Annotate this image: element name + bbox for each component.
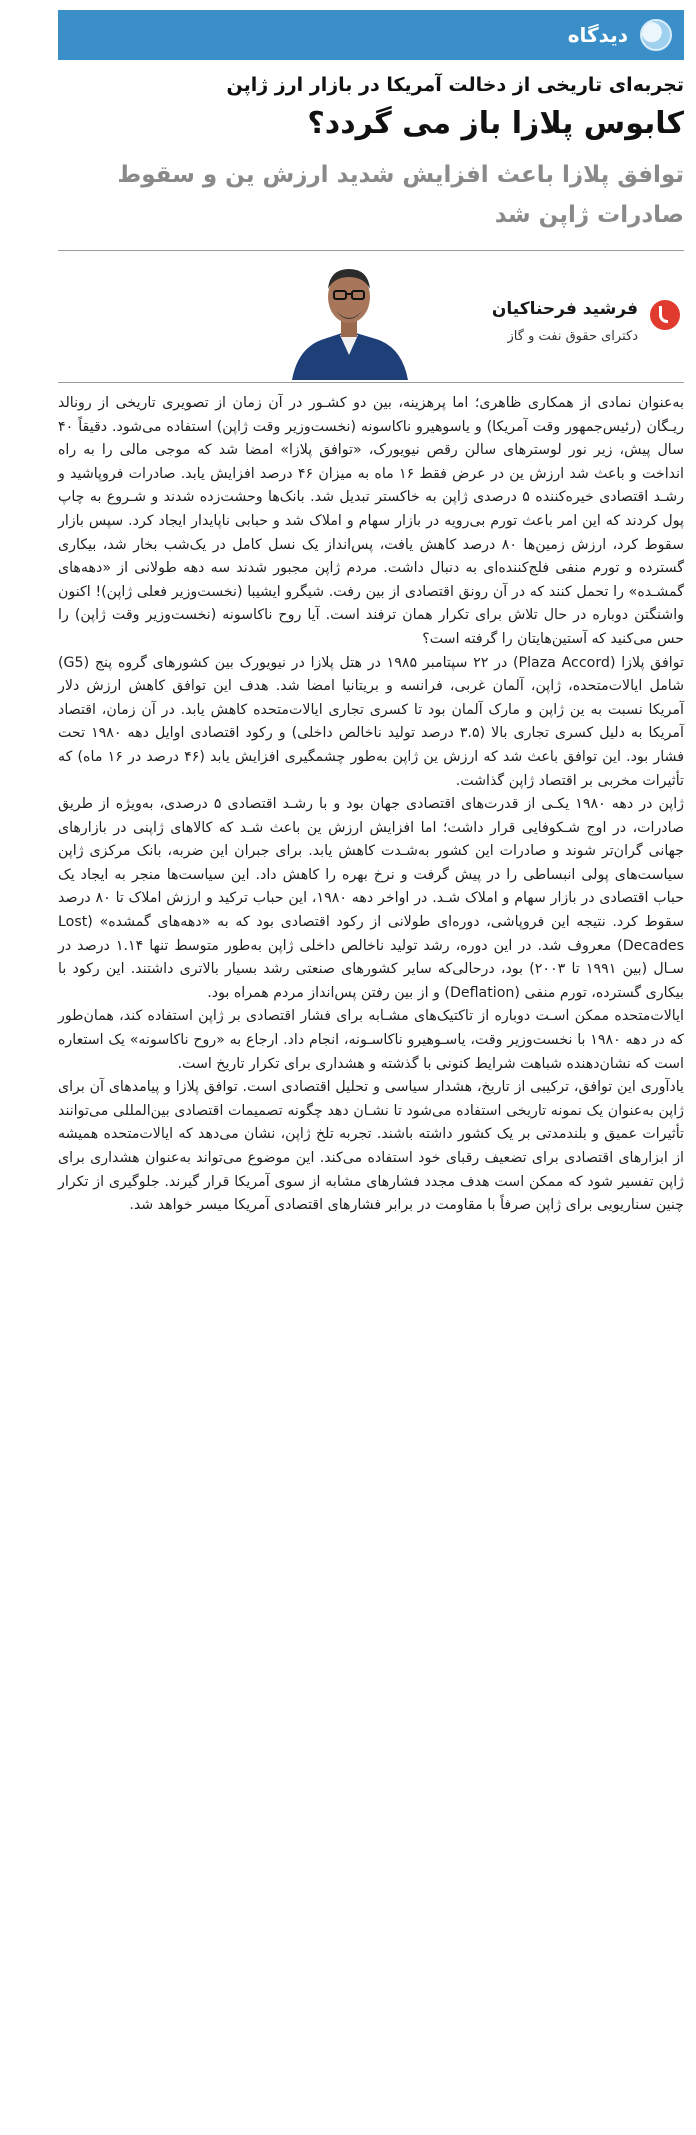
- author-role: دکترای حقوق نفت و گاز: [507, 329, 638, 344]
- article-title: کابوس پلازا باز می گردد؟: [307, 106, 684, 141]
- article-kicker: تجربه‌ای تاریخی از دخالت آمریکا در بازار ارز ژاپن: [226, 74, 684, 96]
- article-paragraph: ژاپن در دهه ۱۹۸۰ یکـی از قدرت‌های اقتصادی جهان بود و با رشـد اقتصادی ۵ درصدی، به‌ویژه از طریق صادرات، در اوج شـکوفایی قرار داشت؛ اما افزایش ارزش ین باعث شـد که کالاهای ژاپنی در بازارهای جهانی گران‌تر شوند و صادرات این کشور به‌شـدت کاهش یابد. برای جبران این ضربه، بانک مرکزی ژاپن سیاست‌های پولی انبساطی را در پیش گرفت و نرخ بهره را کاهش داد. این سیاست‌ها منجر به ایجاد یک حباب اقتصادی در بازار سهام و املاک شـد. در اواخر دهه ۱۹۸۰، این حباب ترکید و ارزش املاک تا ۸۰ درصد سقوط کرد. نتیجه این فروپاشی، دوره‌ای طولانی از رکود اقتصادی بود که به «دهه‌های گمشده» (Lost Decades) معروف شد. در این دوره، رشد تولید ناخالص داخلی ژاپن به‌طور متوسط تنها ۱.۱۴ درصد در سـال (بین ۱۹۹۱ تا ۲۰۰۳) بود، درحالی‌که سایر کشورهای صنعتی رشد بسیار بالاتری داشتند. این رکود با بیکاری گسترده، تورم منفی (Deflation) و از بین رفتن پس‌انداز مردم همراه بود.: [58, 796, 684, 1001]
- headline-block: [58, 70, 684, 236]
- article-paragraph: به‌عنوان نمادی از همکاری ظاهری؛ اما پرهزینه، بین دو کشـور در آن زمان از تصویری تاریخی از رونالد ریـگان (رئیس‌جمهور وقت آمریکا) و یاسوهیرو ناکاسونه (نخست‌وزیر وقت ژاپن) استفاده می‌شود. دقیقاً ۴۰ سال پیش، زیر نور لوسترهای سالن رقص نیویورک، «توافق پلازا» امضا شد که موجی مالی را به راه انداخت و باعث شد ارزش ین در عرض فقط ۱۶ ماه به میزان ۴۶ درصد افزایش یابد. صادرات فروپاشید و رشـد اقتصادی خیره‌کننده ۵ درصدی ژاپن به خاکستر تبدیل شد. بانک‌ها وحشت‌زده شدند و شـروع به چاپ پول کردند که این امر باعث تورم بی‌رویه در بازار سهام و املاک شد و حبابی ناپایدار ایجاد کرد. سپس بازار سقوط کرد، ارزش زمین‌ها ۸۰ درصد کاهش یافت، پس‌انداز یک نسل کامل در یک‌شب بخار شد، بیکاری گسترده و تورم منفی فلج‌کننده‌ای به دنبال داشت. مردم ژاپن مجبور شدند سه دهه طولانی از «دهه‌های گمشـده» را تحمل کنند که در آن رونق اقتصادی از بین رفت. شیگرو ایشیبا (نخست‌وزیر فعلی ژاپن)! اکنون واشنگتن دوباره در حال تلاش برای تکرار همان ترفند است. آیا روح ناکاسونه (نخست‌وزیر وقت ژاپن) را حس می‌کنید که آستین‌هایتان را گرفته است؟: [58, 395, 684, 647]
- section-title: دیدگاه: [567, 23, 628, 47]
- author-name: فرشید فرحناکیان: [491, 299, 638, 319]
- article-paragraph: یادآوری این توافق، ترکیبی از تاریخ، هشدار سیاسی و تحلیل اقتصادی است. توافق پلازا و پیامدهای آن برای ژاپن به‌عنوان یک نمونه تاریخی استفاده می‌شود تا نشـان دهد چگونه تصمیمات اقتصادی بین‌المللی می‌توانند تأثیرات عمیق و بلندمدتی بر یک کشور داشته باشند. تجربه تلخ ژاپن، نشان می‌دهد که ایالات‌متحده همیشه از ابزارهای اقتصادی برای تضعیف رقبای خود استفاده می‌کند. این موضوع می‌تواند به‌عنوان هشداری برای ژاپن تفسیر شود که ممکن است هدف مجدد فشارهای مشابه از سوی آمریکا قرار گیرند. جلوگیری از تکرار چنین سناریویی برای ژاپن صرفاً با مقاومت در برابر فشارهای اقتصادی آمریکا میسر خواهد شد.: [58, 1079, 684, 1214]
- author-box: [58, 255, 684, 380]
- article-body: [58, 392, 684, 1218]
- article-paragraph: توافق پلازا (Plaza Accord) در ۲۲ سپتامبر ۱۹۸۵ در هتل پلازا در نیویورک بین کشورهای گروه پنج (G5) شامل ایالات‌متحده، ژاپن، آلمان غربی، فرانسه و بریتانیا امضا شد. هدف این توافق کاهش ارزش دلار آمریکا نسبت به ین ژاپن و مارک آلمان بود تا کسری تجاری ایالات‌متحده کاهش یابد. در آن زمان، اقتصاد آمریکا به دلیل کسری تجاری بالا (۳.۵ درصد تولید ناخالص داخلی) و رکود اقتصادی اوایل دهه ۱۹۸۰ تحت فشار بود. این توافق باعث شد که ارزش ین ژاپن به‌طور چشمگیری افزایش یابد (۴۶ درصد در ۱۶ ماه) که تأثیرات مخربی بر اقتصاد ژاپن گذاشت.: [58, 654, 684, 789]
- author-badge-icon: [650, 300, 680, 330]
- author-photo: [284, 255, 414, 380]
- author-divider: [58, 382, 684, 383]
- header-divider: [58, 250, 684, 251]
- article-paragraph: ایالات‌متحده ممکن اسـت دوباره از تاکتیک‌های مشـابه برای فشار اقتصادی بر ژاپن استفاده کند، همان‌طور که در دهه ۱۹۸۰ با نخست‌وزیر وقت، یاسـوهیرو ناکاسـونه، انجام داد. ارجاع به «روح ناکاسونه» یک استعاره است که نشان‌دهنده شباهت شرایط کنونی با گذشته و هشداری برای تکرار تاریخ است.: [58, 1008, 685, 1072]
- section-header-bar[interactable]: [58, 10, 684, 60]
- article-subtitle: توافق پلازا باعث افزایش شدید ارزش ین و سقوط صادرات ژاپن شد: [117, 162, 684, 229]
- section-logo-icon: [640, 19, 672, 51]
